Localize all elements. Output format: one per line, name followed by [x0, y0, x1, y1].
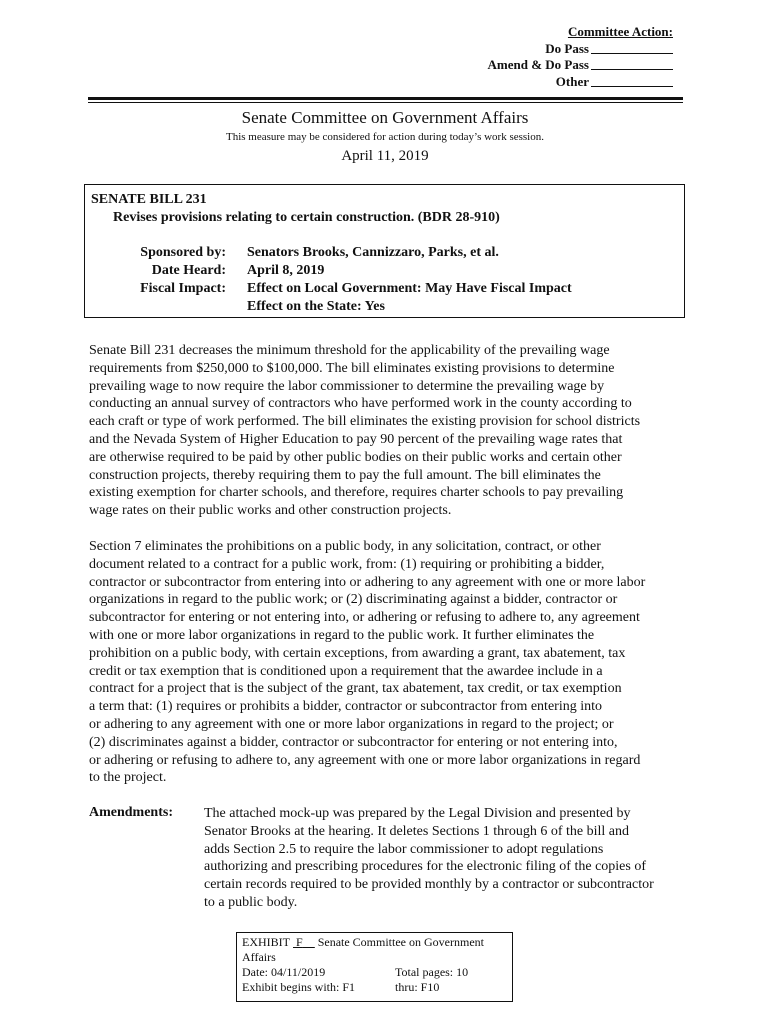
- committee-action-block: [488, 24, 673, 90]
- exhibit-letter: F__: [296, 935, 315, 949]
- section-7-line: subcontractor for entering or not entering into, or adhering or refusing to adhere to, any agreement: [89, 610, 640, 626]
- section-7-line: or adhering or refusing to adhere to, any agreement with one or more labor organizations in regard: [89, 752, 641, 768]
- date-heard-value: April 8, 2019: [247, 263, 325, 278]
- section-7-line: prohibition on a public body, with certain exceptions, from awarding a grant, tax abatement, tax: [89, 645, 626, 661]
- other-blank: [591, 74, 673, 87]
- summary-line: requirements from $250,000 to $100,000. The bill eliminates existing provisions to determine: [89, 360, 615, 376]
- amendments-line: certain records required to be provided monthly by a contractor or subcontractor: [204, 877, 654, 893]
- fiscal-impact-label: Fiscal Impact:: [140, 281, 226, 296]
- exhibit-committee: Senate Committee on Government: [317, 935, 484, 949]
- exhibit-total-pages: Total pages: 10: [395, 965, 469, 979]
- summary-line: wage rates on their public works and other construction projects.: [89, 503, 452, 519]
- section-7-line: Section 7 eliminates the prohibitions on a public body, in any solicitation, contract, or other: [89, 539, 601, 554]
- committee-action-other: Other: [488, 74, 673, 91]
- section-7-line: or adhering to any agreement with one or more labor organizations in regard to the project; or: [89, 716, 614, 732]
- section-7-line: (2) discriminates against a bidder, contractor or subcontractor for entering or not entering into,: [89, 734, 618, 750]
- summary-paragraph: [89, 342, 681, 520]
- fiscal-state-value: Effect on the State: Yes: [247, 299, 385, 314]
- sponsored-label: Sponsored by:: [140, 245, 226, 260]
- committee-title: Senate Committee on Government Affairs: [241, 108, 529, 127]
- section-7-line: contractor or subcontractor from entering into or adhering to any agreement with one or more labor: [89, 574, 646, 590]
- summary-line: and the Nevada System of Higher Education to pay 90 percent of the prevailing wage rates that: [89, 431, 623, 447]
- bill-number: SENATE BILL 231: [91, 192, 207, 207]
- summary-line: conducting an annual survey of contractors who have performed work in the county according to: [89, 396, 632, 412]
- exhibit-header: [242, 935, 507, 950]
- summary-line: Senate Bill 231 decreases the minimum threshold for the applicability of the prevailing wage: [89, 343, 610, 358]
- amend-do-pass-blank: [591, 57, 673, 70]
- do-pass-blank: [591, 41, 673, 54]
- header-rule-thick: [88, 97, 683, 100]
- bill-summary-box: [84, 184, 685, 318]
- date-heard-label: Date Heard:: [151, 263, 226, 278]
- committee-action-amend-do-pass: Amend & Do Pass: [488, 57, 673, 74]
- section-7-paragraph: [89, 538, 681, 787]
- exhibit-committee-cont: Affairs: [242, 950, 276, 964]
- meeting-date: April 11, 2019: [341, 148, 429, 164]
- fiscal-local-value: Effect on Local Government: May Have Fiscal Impact: [247, 281, 572, 296]
- summary-line: each craft or type of work performed. The bill eliminates the existing provision for school districts: [89, 414, 641, 430]
- exhibit-begins: Exhibit begins with: F1: [242, 980, 356, 994]
- exhibit-date-row: [242, 965, 507, 980]
- section-7-line: credit or tax exemption that is conditioned upon a requirement that the awardee include in a: [89, 663, 603, 679]
- amendments-line: The attached mock-up was prepared by the Legal Division and presented by: [204, 806, 631, 821]
- amendments-line: to a public body.: [204, 894, 298, 910]
- summary-line: prevailing wage to now require the labor commissioner to determine the prevailing wage by: [89, 378, 605, 394]
- exhibit-date: Date: 04/11/2019: [242, 965, 326, 979]
- summary-line: existing exemption for charter schools, and therefore, requires charter schools to pay prevailing: [89, 485, 624, 501]
- summary-line: construction projects, thereby requiring them to pay the full amount. The bill eliminates the: [89, 467, 601, 483]
- section-7-line: a term that: (1) requires or prohibits a bidder, contractor or subcontractor from entering into: [89, 699, 602, 715]
- committee-action-do-pass: Do Pass: [488, 41, 673, 58]
- exhibit-thru: thru: F10: [395, 980, 440, 994]
- committee-action-heading: Committee Action:: [567, 24, 673, 39]
- amendments-line: Senator Brooks at the hearing. It deletes Sections 1 through 6 of the bill and: [204, 823, 629, 839]
- summary-line: are otherwise required to be paid by other public bodies on their public works and certain other: [89, 449, 622, 465]
- amendments-line: authorizing and prescribing procedures for the electronic filing of the copies of: [204, 859, 647, 875]
- section-7-line: to the project.: [89, 770, 167, 786]
- section-7-line: document related to a contract for a public work, from: (1) requiring or prohibiting a bidder,: [89, 556, 605, 572]
- section-7-line: with one or more labor organizations in regard to the public work. It further eliminates the: [89, 627, 595, 643]
- bill-description: Revises provisions relating to certain construction. (BDR 28-910): [113, 210, 500, 225]
- header-rule-thin: [88, 102, 683, 103]
- sponsored-value: Senators Brooks, Cannizzaro, Parks, et al.: [247, 245, 499, 260]
- exhibit-range-row: [242, 980, 507, 995]
- amendments-line: adds Section 2.5 to require the labor commissioner to adopt regulations: [204, 841, 604, 857]
- work-session-notice: This measure may be considered for action during today’s work session.: [225, 131, 544, 143]
- amendments-text: [204, 805, 681, 912]
- exhibit-prefix: EXHIBIT: [242, 935, 290, 949]
- section-7-line: organizations in regard to the public work; or (2) discriminating against a bidder, contractor or: [89, 592, 618, 608]
- amendments-label: Amendments:: [89, 805, 173, 820]
- exhibit-stamp: [236, 932, 513, 1002]
- section-7-line: contract for a project that is the subject of the grant, tax abatement, tax credit, or tax exemption: [89, 681, 622, 697]
